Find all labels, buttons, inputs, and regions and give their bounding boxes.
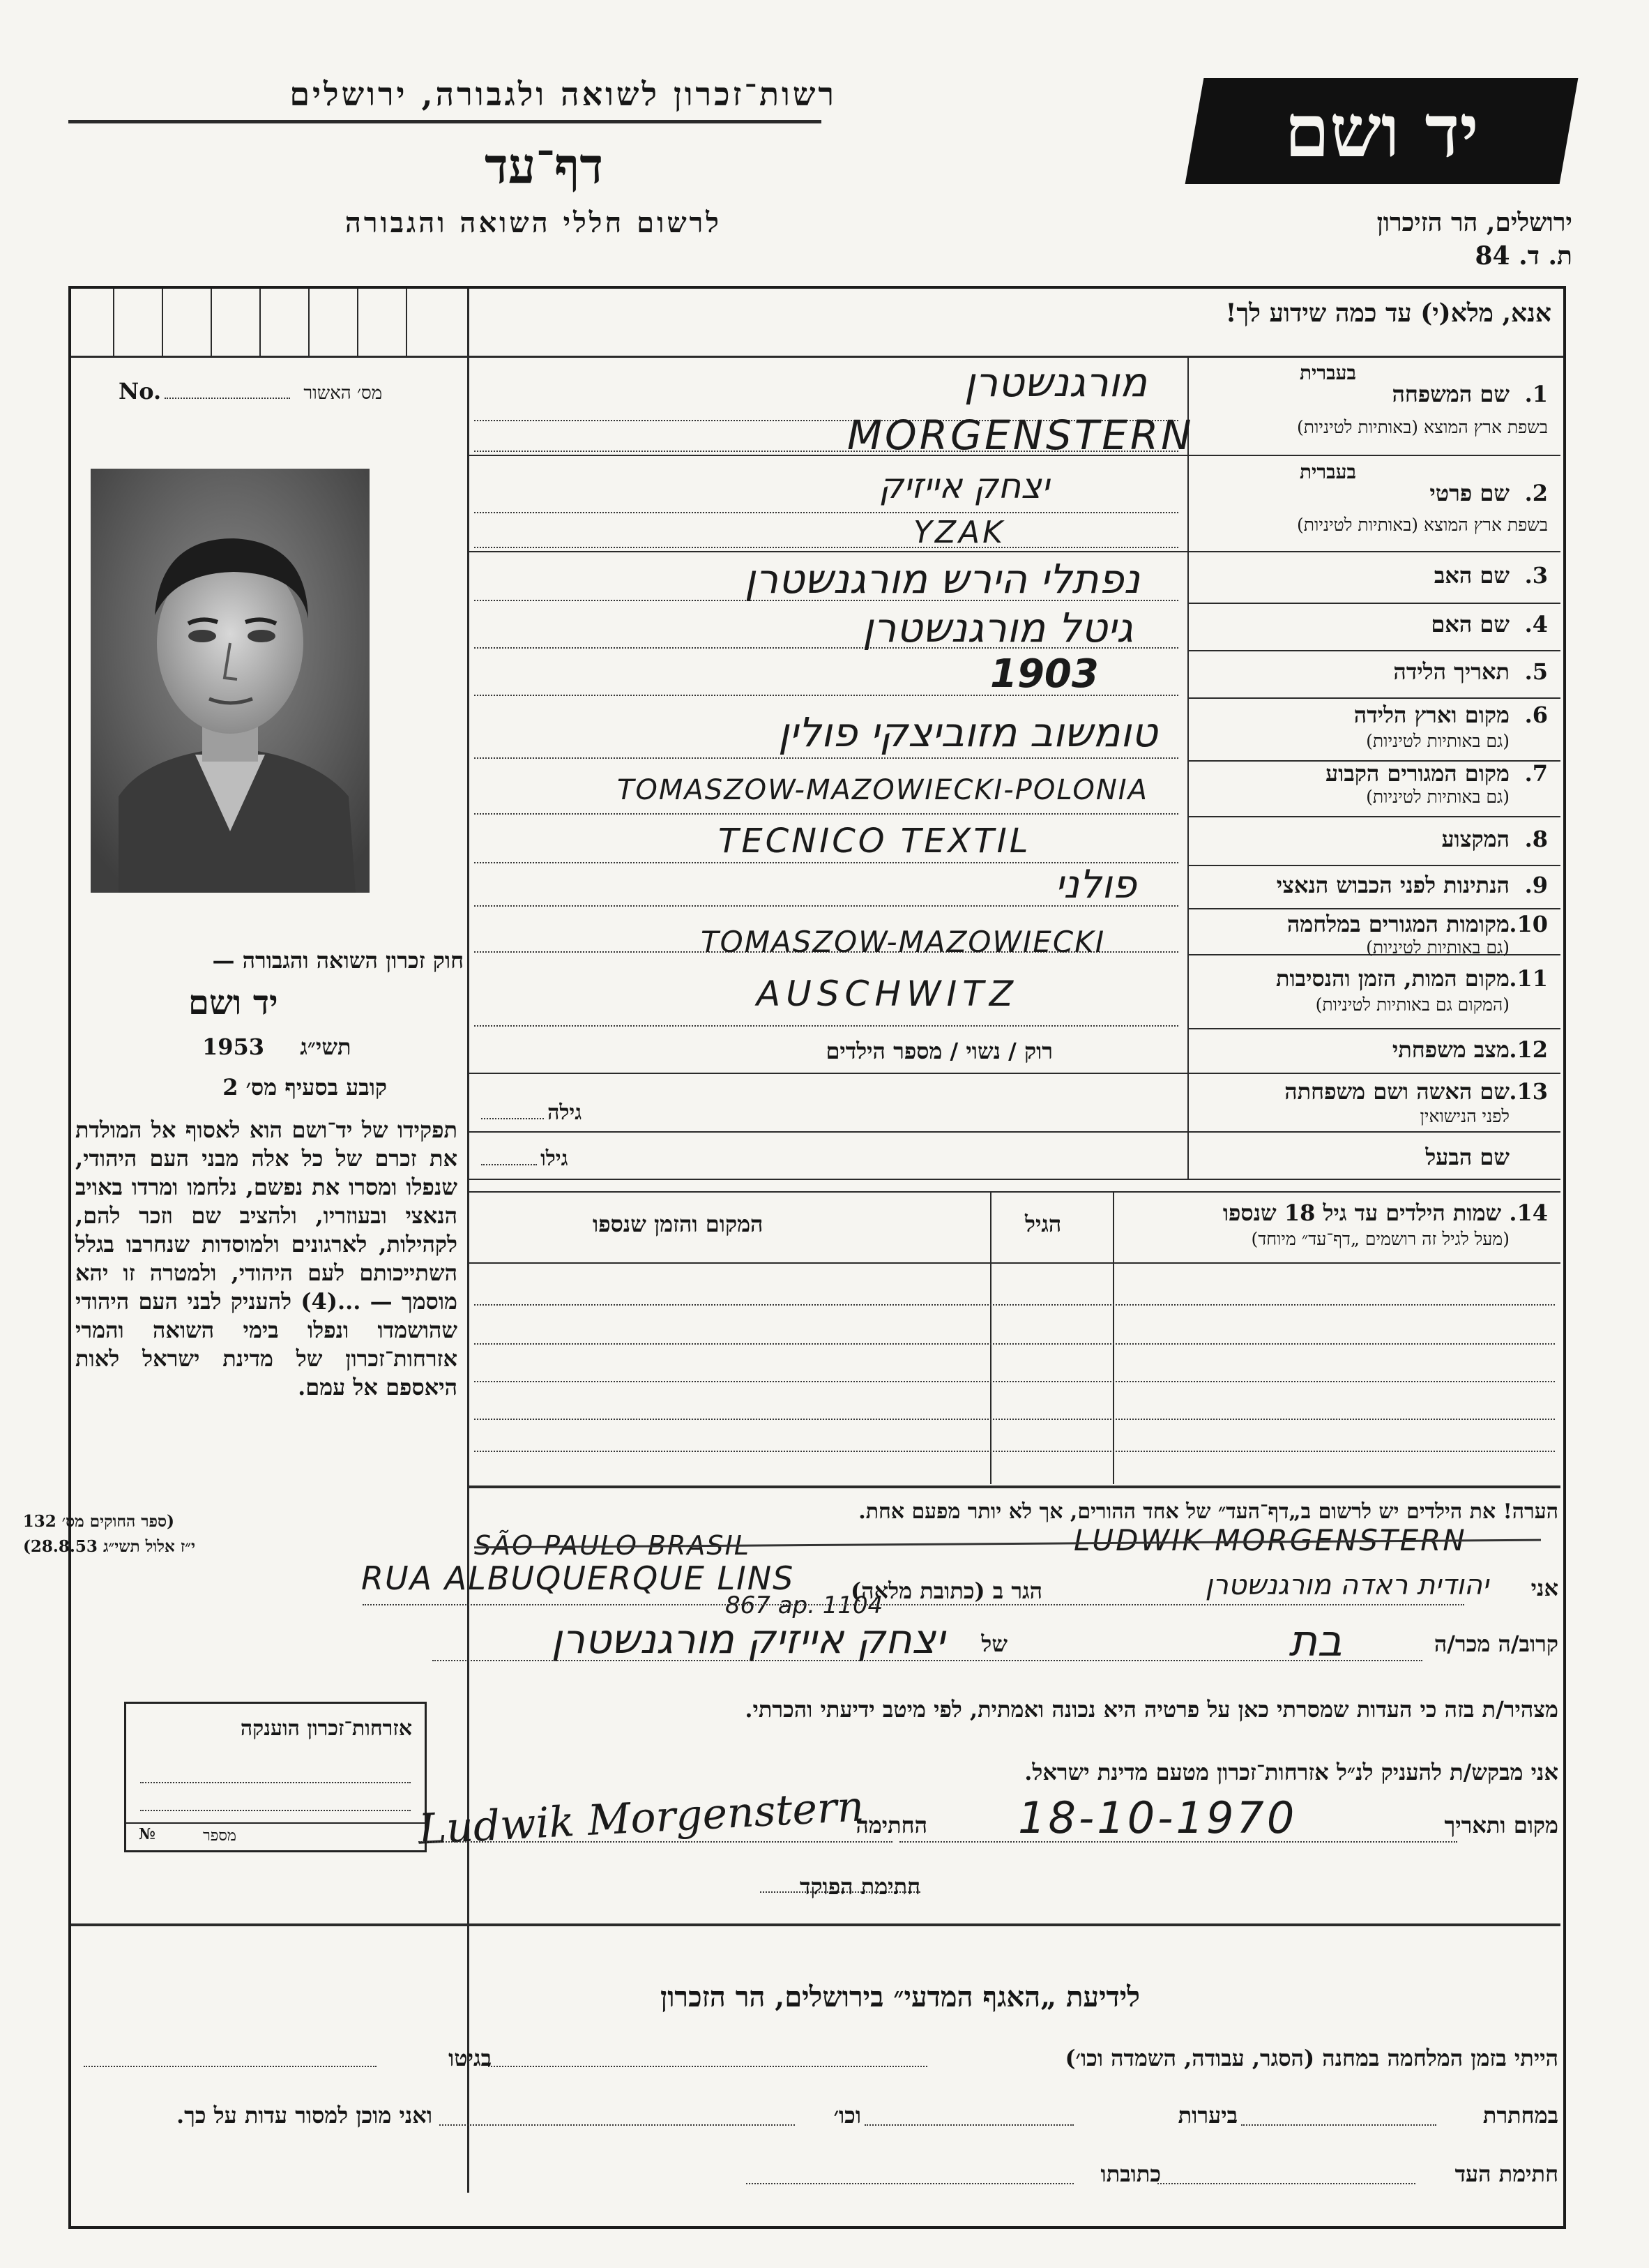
- of-label: של: [981, 1631, 1008, 1657]
- field-8-label: המקצוע: [1441, 826, 1510, 852]
- law-date: י״ז אלול תשי״ג 28.8.53): [23, 1537, 195, 1556]
- footer-ghetto: בגיטו: [448, 2045, 492, 2071]
- field-12-label: מצב משפחתי: [1392, 1036, 1510, 1063]
- field-2-sub: בשפת ארץ המוצא (באותיות לטיניות): [1297, 515, 1548, 535]
- footer-camp: הייתי בזמן המלחמה במחנה (הסגר, עבודה, השמדה וכו׳): [1065, 2045, 1558, 2071]
- field-3-label: שם האב: [1434, 562, 1510, 589]
- field-7-sub: (גם באותיות לטיניות): [1366, 787, 1510, 807]
- registration-label: מס׳ האשור: [303, 383, 383, 404]
- witness-address[interactable]: RUA ALBUQUERQUE LINS: [361, 1559, 795, 1597]
- field-1-value-hebrew[interactable]: מורגנשטרן: [964, 358, 1147, 406]
- field-4-number: 4.: [1524, 611, 1548, 637]
- field-5-number: 5.: [1524, 658, 1548, 685]
- field-7-value[interactable]: TOMASZOW-MAZOWIECKI-POLONIA: [617, 774, 1148, 806]
- logo-text: יד ושם: [1284, 88, 1479, 174]
- statement-2: אני מבקש/ת להעניק לנ״ל אזרחות־זכרון מטעם מדינת ישראל.: [1024, 1759, 1558, 1785]
- law-year-row: [202, 1034, 351, 1060]
- signature-label: החתימה: [856, 1812, 927, 1838]
- place-date-label: מקום ותאריך: [1444, 1812, 1558, 1838]
- field-6-label: מקום וארץ הלידה: [1353, 702, 1510, 728]
- form-subtitle: לרשום חללי השואה והגבורה: [344, 206, 722, 239]
- portrait-photo: [91, 469, 370, 893]
- field-6-value[interactable]: טומשוב מזוביצקי פולין: [777, 709, 1157, 756]
- field-2-value-latin[interactable]: YZAK: [913, 515, 1005, 550]
- children-note: הערה! את הילדים יש לרשום ב„דף־העד״ של אחד ההורים, אך לא יותר מפעם אחת.: [858, 1499, 1558, 1524]
- field-13-age-row: [481, 1101, 582, 1125]
- top-boxes: [71, 289, 467, 356]
- form-title: דף־עד: [484, 137, 603, 195]
- field-3-value[interactable]: נפתלי הירש מורגנשטרן: [744, 555, 1140, 603]
- footer-underground: במחתרת: [1482, 2102, 1558, 2129]
- witness-signature[interactable]: Ludwik Morgenstern: [417, 1782, 865, 1854]
- field-13-label: שם האשה ושם משפחתה: [1284, 1078, 1510, 1105]
- field-4-label: שם האם: [1431, 611, 1510, 637]
- field-7-label: מקום המגורים הקבוע: [1325, 760, 1510, 787]
- children-place-header: המקום והזמן שנספו: [593, 1211, 763, 1237]
- field-1-hebrew-tag: בעברית: [1299, 361, 1356, 384]
- field-13-sub: לפני הנישואין: [1420, 1106, 1510, 1126]
- citizenship-box: [124, 1702, 427, 1852]
- law-year-heb: תשי״ג: [300, 1034, 351, 1060]
- field-2-label: שם פרטי: [1429, 480, 1510, 506]
- of-value[interactable]: יצחק אייזיק מורגנשטרן: [551, 1615, 945, 1663]
- field-7-number: 7.: [1524, 760, 1548, 787]
- witness-name-latin[interactable]: LUDWIK MORGENSTERN: [1074, 1523, 1467, 1557]
- field-6-sub: (גם באותיות לטיניות): [1366, 731, 1510, 751]
- husband-label: שם הבעל: [1425, 1144, 1510, 1170]
- field-12-value: רוק / נשוי / מספר הילדים: [826, 1038, 1053, 1064]
- location-text: ירושלים, הר הזיכרון: [1376, 208, 1572, 237]
- field-1-sub: בשפת ארץ המוצא (באותיות לטיניות): [1297, 417, 1548, 437]
- citizenship-no-symbol: №: [139, 1825, 155, 1843]
- law-section: קובע בסעיף מס׳ 2: [222, 1074, 387, 1101]
- witness-name-hebrew[interactable]: יהודית ראדה מורגנשטרן: [1205, 1569, 1489, 1601]
- field-11-number: 11.: [1509, 965, 1548, 992]
- field-10-value[interactable]: TOMASZOW-MAZOWIECKI: [701, 925, 1106, 959]
- field-9-value[interactable]: פולני: [1054, 862, 1137, 907]
- field-13-age-label: גילה: [547, 1101, 582, 1125]
- citizenship-title: אזרחות־זכרון הוענקה: [240, 1716, 412, 1741]
- field-5-value[interactable]: 1903: [990, 651, 1099, 697]
- field-5-label: תאריך הלידה: [1393, 658, 1510, 685]
- registration-number-row: [119, 378, 460, 405]
- field-8-number: 8.: [1524, 826, 1548, 852]
- field-11-sub: (המקום גם באותיות לטיניות): [1315, 995, 1510, 1015]
- field-12-number: 12.: [1509, 1036, 1548, 1063]
- po-box: ת. ד. 84: [1475, 241, 1572, 271]
- footer-etc: וכו׳: [833, 2102, 861, 2129]
- officer-signature-label: חתימת הפוקד: [800, 1873, 920, 1900]
- citizenship-no-label: מספר: [203, 1827, 236, 1845]
- law-title: חוק זכרון השואה והגבורה —: [212, 947, 464, 974]
- footer-address: כתובתו: [1100, 2161, 1161, 2187]
- authority-title: רשות־זכרון לשואה ולגבורה, ירושלים: [289, 75, 837, 113]
- relation-label: קרוב/ה מכר/ה: [1434, 1631, 1558, 1657]
- children-age-header: הגיל: [1025, 1211, 1062, 1237]
- relation-value[interactable]: בת: [1289, 1615, 1342, 1666]
- field-10-number: 10.: [1509, 911, 1548, 937]
- field-11-label: מקום המות, הזמן והנסיבות: [1275, 965, 1510, 992]
- field-3-number: 3.: [1524, 562, 1548, 589]
- yad-vashem-logo: [1185, 78, 1579, 184]
- witness-prefix: אני: [1530, 1575, 1558, 1601]
- law-text: תפקידו של יד־ושם הוא לאסוף אל המולדת את זכרם של כל אלה מבני העם היהודי, שנפלו ומסרו את נפשם, נלחמו ומרדו באויב הנאצי ובעוזריו, ולהציב שם וזכר להם, לקהילות, לארגונים ולמוסדות שנחרבו בגלל השתייכותם לעם היהודי, ולמטרה זו יהא מוסמך — ...(4) להעניק לבני העם היהודי שהושמדו ונפלו בימי השואה והמרי אזרחות־זכרון של מדינת ישראל לאות היאספם אל עמם.: [75, 1117, 457, 1400]
- portrait-icon: [91, 469, 370, 893]
- place-date-value[interactable]: 18-10-1970: [1018, 1792, 1298, 1843]
- field-1-label: שם המשפחה: [1392, 381, 1510, 407]
- please-fill-instruction: אנא, מלא(י) עד כמה שידוע לך!: [1225, 298, 1551, 328]
- witness-city[interactable]: SÃO PAULO BRASIL: [474, 1530, 750, 1561]
- field-6-number: 6.: [1524, 702, 1548, 728]
- children-label: 14. שמות הילדים עד גיל 18 שנספו: [1222, 1200, 1548, 1226]
- footer-forests: ביערות: [1178, 2102, 1238, 2129]
- field-13-number: 13.: [1509, 1078, 1548, 1105]
- field-8-value[interactable]: TECNICO TEXTIL: [718, 822, 1031, 861]
- field-9-number: 9.: [1524, 872, 1548, 898]
- footer-willing: ואני מוכן למסור עדות על כך.: [176, 2102, 432, 2129]
- field-4-value[interactable]: גיטל מורגנשטרן: [862, 604, 1133, 651]
- field-1-value-latin[interactable]: MORGENSTERN: [847, 411, 1194, 459]
- husband-age-label: גילו: [540, 1147, 568, 1171]
- witness-address-2[interactable]: 867 ap. 1104: [725, 1592, 883, 1619]
- field-2-number: 2.: [1524, 480, 1548, 506]
- number-label: No.: [119, 378, 162, 405]
- field-10-label: מקומות המגורים במלחמה: [1286, 911, 1510, 937]
- law-reference: (ספר החוקים מס׳ 132: [22, 1512, 174, 1531]
- field-2-value-hebrew[interactable]: יצחק אייזיק: [879, 466, 1049, 506]
- children-sub: (מעל לגיל זה רושמים „דף־עד״ מיוחד): [1251, 1229, 1510, 1249]
- footer-witness-signature: חתימת העד: [1454, 2161, 1558, 2187]
- resides-label: הגר ב (כתובת מלאה): [851, 1578, 1042, 1604]
- field-11-value[interactable]: AUSCHWITZ: [757, 974, 1019, 1014]
- statement-1: מצהיר/ת בזה כי העדות שמסרתי כאן על פרטיה היא נכונה ואמתית, לפי מיטב ידיעתי והכרתי.: [745, 1696, 1558, 1723]
- field-2-hebrew-tag: בעברית: [1299, 460, 1356, 483]
- field-1-number: 1.: [1524, 381, 1548, 407]
- husband-age-row: [481, 1147, 568, 1171]
- field-10-sub: (גם באותיות לטיניות): [1366, 937, 1510, 958]
- footer-title: לידיעת „האגף המדעי״ בירושלים, הר הזכרון: [660, 1981, 1140, 2013]
- law-year: 1953: [202, 1034, 265, 1060]
- field-9-label: הנתינות לפני הכבוש הנאצי: [1276, 872, 1510, 898]
- law-name: יד ושם: [188, 983, 278, 1022]
